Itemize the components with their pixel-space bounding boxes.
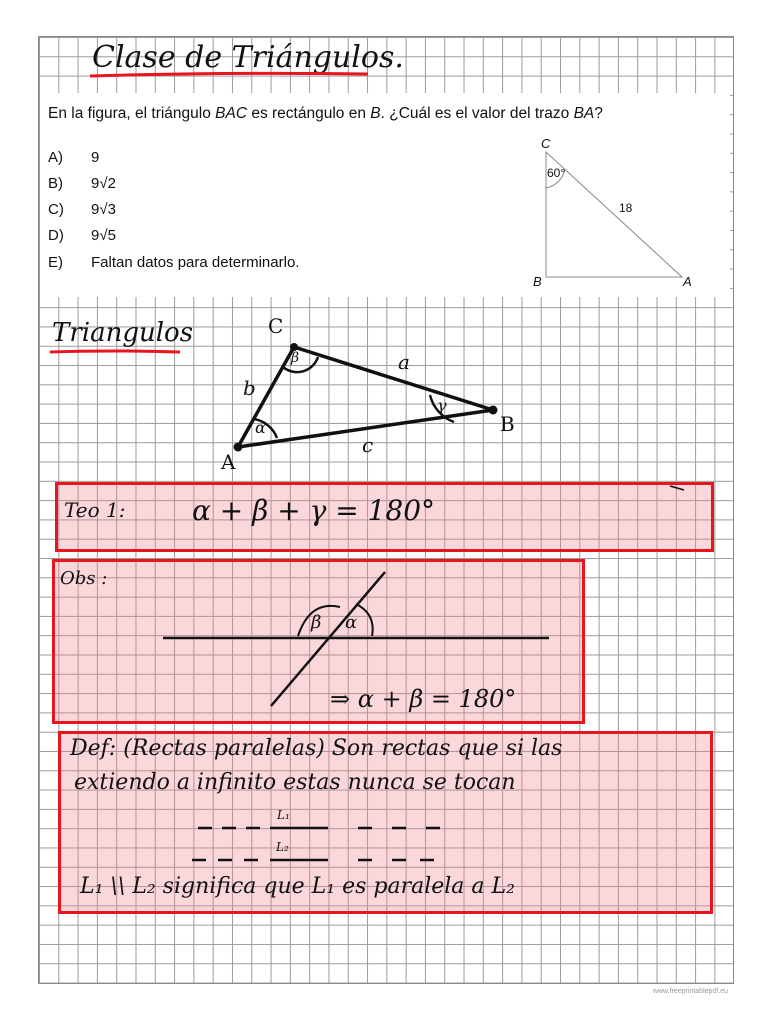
question-angle-label: 60° xyxy=(547,166,566,180)
line-l1-label: L₁ xyxy=(277,808,290,822)
question-vertex-b: B xyxy=(533,274,542,289)
option-b: B) 9√2 xyxy=(48,175,116,192)
triangle-angle-beta: β xyxy=(291,350,300,366)
theorem-formula: α + β + γ = 180° xyxy=(192,494,436,527)
line-l2-label: L₂ xyxy=(276,840,289,854)
triangle-side-b: b xyxy=(243,376,256,400)
triangle-side-a: a xyxy=(398,350,410,374)
section-title: Triangulos xyxy=(52,318,194,348)
triangle-side-c: c xyxy=(362,433,374,457)
definition-line2: extiendo a infinito estas nunca se tocan xyxy=(74,770,516,795)
triangle-angle-gamma: γ xyxy=(437,396,447,415)
observation-alpha: α xyxy=(345,612,358,633)
observation-beta: β xyxy=(311,612,322,633)
triangle-vertex-c: C xyxy=(268,314,284,338)
triangle-vertex-a: A xyxy=(221,450,236,474)
question-vertex-c: C xyxy=(541,136,551,151)
question-text: En la figura, el triángulo BAC es rectángulo en B. ¿Cuál es el valor del trazo BA? xyxy=(48,105,603,122)
triangle-vertex-b: B xyxy=(500,412,515,436)
option-a: A) 9 xyxy=(48,149,100,166)
triangle-angle-alpha: α xyxy=(255,418,266,437)
theorem-label: Teo 1: xyxy=(64,498,126,522)
observation-result: ⇒ α + β = 180° xyxy=(330,685,517,713)
option-c: C) 9√3 xyxy=(48,201,116,218)
definition-meaning: L₁ \\ L₂ significa que L₁ es paralela a L₂ xyxy=(80,874,515,899)
definition-line1: Def: (Rectas paralelas) Son rectas que si las xyxy=(70,736,563,761)
observation-label: Obs : xyxy=(60,568,108,589)
question-vertex-a: A xyxy=(683,274,692,289)
question-side-label: 18 xyxy=(619,201,633,215)
option-e: E) Faltan datos para determinarlo. xyxy=(48,254,300,271)
option-d: D) 9√5 xyxy=(48,227,116,244)
page-title: Clase de Triángulos. xyxy=(92,40,404,75)
footer-credit: www.freeprintablepdf.eu xyxy=(652,988,728,995)
